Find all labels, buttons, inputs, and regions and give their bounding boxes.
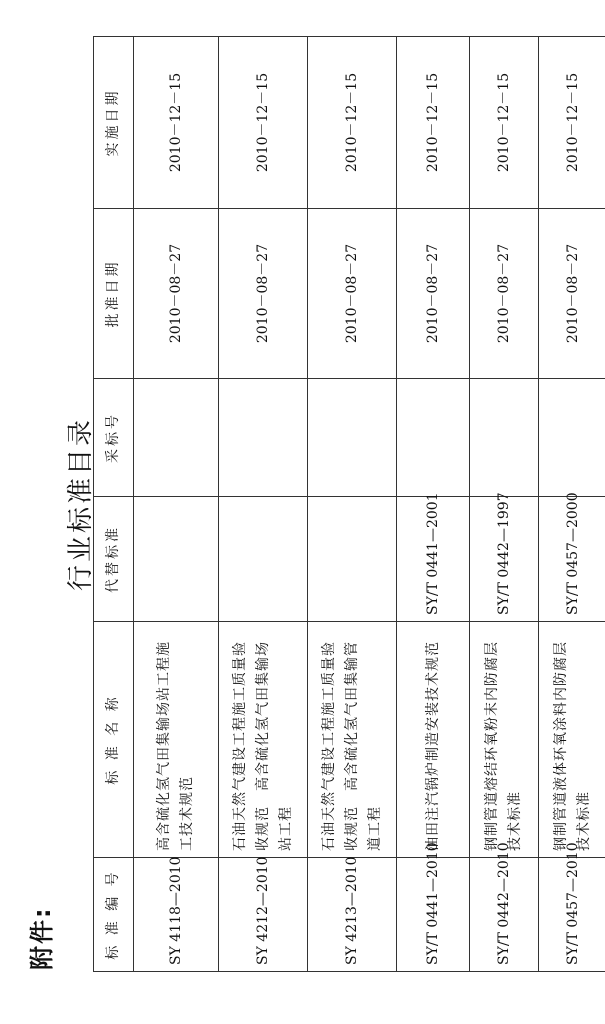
cell-adopted: [470, 379, 539, 497]
cell-code: SY 4118—2010: [134, 858, 219, 972]
cell-adopted: [219, 379, 308, 497]
cell-adopted: [308, 379, 397, 497]
cell-replaces: [308, 497, 397, 622]
cell-replaces: [219, 497, 308, 622]
attachment-label: 附件:: [28, 906, 56, 970]
cell-effective-date: 2010－12－15: [308, 37, 397, 209]
cell-approval-date: 2010－08－27: [308, 209, 397, 379]
cell-approval-date: 2010－08－27: [219, 209, 308, 379]
table-row: [397, 37, 470, 972]
cell-replaces: SY/T 0441—2001: [397, 497, 470, 622]
table-row: [134, 37, 219, 972]
cell-code: SY/T 0457—2010: [539, 858, 605, 972]
cell-name: 石油天然气建设工程施工质量验收规范 高含硫化氢气田集输场站工程: [219, 622, 308, 858]
standards-table: [93, 36, 605, 972]
cell-adopted: [397, 379, 470, 497]
cell-name: 钢制管道液体环氧涂料内防腐层技术标准: [539, 622, 605, 858]
header-name: 标 准 名 称: [94, 622, 134, 858]
cell-approval-date: 2010－08－27: [470, 209, 539, 379]
header-effective-date: 实施日期: [94, 37, 134, 209]
cell-adopted: [539, 379, 605, 497]
header-adopted: 采标号: [94, 379, 134, 497]
cell-effective-date: 2010－12－15: [219, 37, 308, 209]
cell-effective-date: 2010－12－15: [134, 37, 219, 209]
cell-effective-date: 2010－12－15: [397, 37, 470, 209]
cell-approval-date: 2010－08－27: [397, 209, 470, 379]
header-approval-date: 批准日期: [94, 209, 134, 379]
table-row: [219, 37, 308, 972]
page-title: 行业标准目录: [66, 417, 96, 592]
table-row: [308, 37, 397, 972]
table-row: [470, 37, 539, 972]
cell-code: SY 4212—2010: [219, 858, 308, 972]
cell-name: 油田注汽锅炉制造安装技术规范: [397, 622, 470, 858]
cell-effective-date: 2010－12－15: [470, 37, 539, 209]
cell-replaces: [134, 497, 219, 622]
cell-effective-date: 2010－12－15: [539, 37, 605, 209]
cell-code: SY/T 0441—2010: [397, 858, 470, 972]
cell-code: SY/T 0442—2010: [470, 858, 539, 972]
cell-approval-date: 2010－08－27: [539, 209, 605, 379]
table-row: [539, 37, 605, 972]
cell-adopted: [134, 379, 219, 497]
header-code: 标 准 编 号: [94, 858, 134, 972]
cell-name: 高含硫化氢气田集输场站工程施工技术规范: [134, 622, 219, 858]
cell-replaces: SY/T 0442—1997: [470, 497, 539, 622]
cell-replaces: SY/T 0457—2000: [539, 497, 605, 622]
cell-name: 钢制管道熔结环氧粉末内防腐层技术标准: [470, 622, 539, 858]
cell-name: 石油天然气建设工程施工质量验收规范 高含硫化氢气田集输管道工程: [308, 622, 397, 858]
table-header-row: [94, 37, 134, 972]
header-replaces: 代替标准: [94, 497, 134, 622]
cell-code: SY 4213—2010: [308, 858, 397, 972]
cell-approval-date: 2010－08－27: [134, 209, 219, 379]
